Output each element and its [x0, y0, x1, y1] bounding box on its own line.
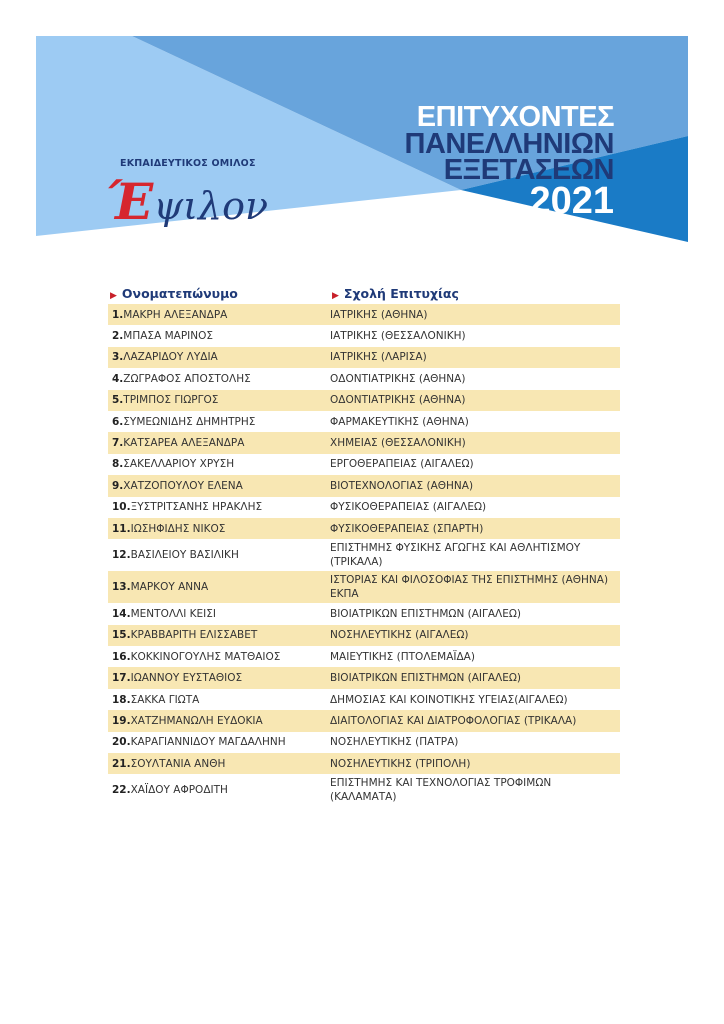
student-name: 16.ΚΟΚΚΙΝΟΓΟΥΛΗΣ ΜΑΤΘΑΙΟΣ [112, 650, 281, 663]
school-name: ΦΑΡΜΑΚΕΥΤΙΚΗΣ (ΑΘΗΝΑ) [330, 415, 469, 428]
table-row [108, 689, 620, 710]
table-row [108, 603, 620, 624]
school-name: ΦΥΣΙΚΟΘΕΡΑΠΕΙΑΣ (ΑΙΓΑΛΕΩ) [330, 501, 487, 514]
table-row [108, 518, 620, 539]
student-name: 7.ΚΑΤΣΑΡΕΑ ΑΛΕΞΑΝΔΡΑ [112, 437, 245, 450]
table-row [108, 347, 620, 368]
school-name: ΕΠΙΣΤΗΜΗΣ ΦΥΣΙΚΗΣ ΑΓΩΓΗΣ ΚΑΙ ΑΘΛΗΤΙΣΜΟΥ (ΤΡΙΚΑΛΑ) [330, 542, 581, 569]
triangle-marker-icon: ▶ [110, 290, 117, 301]
school-name: ΧΗΜΕΙΑΣ (ΘΕΣΣΑΛΟΝΙΚΗ) [330, 437, 466, 450]
student-name: 19.ΧΑΤΖΗΜΑΝΩΛΗ ΕΥΔΟΚΙΑ [112, 714, 263, 727]
school-name: ΕΡΓΟΘΕΡΑΠΕΙΑΣ (ΑΙΓΑΛΕΩ) [330, 458, 474, 471]
table-row [108, 753, 620, 774]
table-row [108, 646, 620, 667]
school-name: ΔΗΜΟΣΙΑΣ ΚΑΙ ΚΟΙΝΟΤΙΚΗΣ ΥΓΕΙΑΣ(ΑΙΓΑΛΕΩ) [330, 693, 568, 706]
school-name: ΝΟΣΗΛΕΥΤΙΚΗΣ (ΑΙΓΑΛΕΩ) [330, 629, 469, 642]
table-row [108, 368, 620, 389]
school-name: ΕΠΙΣΤΗΜΗΣ ΚΑΙ ΤΕΧΝΟΛΟΓΙΑΣ ΤΡΟΦΙΜΩΝ (ΚΑΛΑΜΑΤΑ) [330, 777, 552, 804]
table-row [108, 390, 620, 411]
triangle-marker-icon: ▶ [332, 290, 339, 301]
student-name: 20.ΚΑΡΑΓΙΑΝΝΙΔΟΥ ΜΑΓΔΑΛΗΝΗ [112, 736, 286, 749]
table-row [108, 432, 620, 453]
school-name: ΝΟΣΗΛΕΥΤΙΚΗΣ (ΤΡΙΠΟΛΗ) [330, 757, 471, 770]
table-row [108, 667, 620, 688]
student-name: 6.ΣΥΜΕΩΝΙΔΗΣ ΔΗΜΗΤΡΗΣ [112, 415, 256, 428]
student-name: 13.ΜΑΡΚΟΥ ΑΝΝΑ [112, 581, 209, 594]
epsilon-logo: Έψιλον [106, 172, 269, 231]
student-name: 2.ΜΠΑΣΑ ΜΑΡΙΝΟΣ [112, 330, 214, 343]
table-row [108, 475, 620, 496]
student-name: 17.ΙΩΑΝΝΟΥ ΕΥΣΤΑΘΙΟΣ [112, 672, 243, 685]
table-row [108, 710, 620, 731]
banner-title: ΕΠΙΤΥΧΟΝΤΕΣ ΠΑΝΕΛΛΗΝΙΩΝ ΕΞΕΤΑΣΕΩΝ 2021 [404, 101, 614, 223]
school-name: ΙΑΤΡΙΚΗΣ (ΑΘΗΝΑ) [330, 308, 428, 321]
student-name: 4.ΖΩΓΡΑΦΟΣ ΑΠΟΣΤΟΛΗΣ [112, 372, 251, 385]
table-row [108, 497, 620, 518]
header-school: Σχολή Επιτυχίας [343, 285, 459, 301]
student-name: 11.ΙΩΣΗΦΙΔΗΣ ΝΙΚΟΣ [112, 522, 226, 535]
organization-label: ΕΚΠΑΙΔΕΥΤΙΚΟΣ ΟΜΙΛΟΣ [120, 158, 256, 169]
header-name: Ονοματεπώνυμο [121, 285, 238, 301]
table-row [108, 304, 620, 325]
school-name: ΒΙΟΤΕΧΝΟΛΟΓΙΑΣ (ΑΘΗΝΑ) [330, 479, 474, 492]
table-row [108, 625, 620, 646]
student-name: 9.ΧΑΤΖΟΠΟΥΛΟΥ ΕΛΕΝΑ [112, 479, 243, 492]
school-name: ΒΙΟΙΑΤΡΙΚΩΝ ΕΠΙΣΤΗΜΩΝ (ΑΙΓΑΛΕΩ) [330, 607, 521, 620]
student-name: 1.ΜΑΚΡΗ ΑΛΕΞΑΝΔΡΑ [112, 308, 228, 321]
school-name: ΟΔΟΝΤΙΑΤΡΙΚΗΣ (ΑΘΗΝΑ) [330, 394, 466, 407]
student-name: 22.ΧΑΪΔΟΥ ΑΦΡΟΔΙΤΗ [112, 784, 228, 797]
header-banner [36, 36, 688, 244]
school-name: ΟΔΟΝΤΙΑΤΡΙΚΗΣ (ΑΘΗΝΑ) [330, 372, 466, 385]
table-row [108, 539, 620, 571]
table-row [108, 454, 620, 475]
school-name: ΙΑΤΡΙΚΗΣ (ΛΑΡΙΣΑ) [330, 351, 427, 364]
student-name: 10.ΞΥΣΤΡΙΤΣΑΝΗΣ ΗΡΑΚΛΗΣ [112, 501, 263, 514]
table-row [108, 732, 620, 753]
school-name: ΙΣΤΟΡΙΑΣ ΚΑΙ ΦΙΛΟΣΟΦΙΑΣ ΤΗΣ ΕΠΙΣΤΗΜΗΣ (ΑΘΗΝΑ) ΕΚΠΑ [330, 574, 609, 601]
student-name: 15.ΚΡΑΒΒΑΡΙΤΗ ΕΛΙΣΣΑΒΕΤ [112, 629, 258, 642]
table-header [108, 282, 620, 304]
table-row [108, 774, 620, 806]
school-name: ΜΑΙΕΥΤΙΚΗΣ (ΠΤΟΛΕΜΑΪΔΑ) [330, 650, 475, 663]
student-name: 12.ΒΑΣΙΛΕΙΟΥ ΒΑΣΙΛΙΚΗ [112, 549, 239, 562]
table-row [108, 411, 620, 432]
school-name: ΝΟΣΗΛΕΥΤΙΚΗΣ (ΠΑΤΡΑ) [330, 736, 459, 749]
school-name: ΔΙΑΙΤΟΛΟΓΙΑΣ ΚΑΙ ΔΙΑΤΡΟΦΟΛΟΓΙΑΣ (ΤΡΙΚΑΛΑ) [330, 714, 577, 727]
school-name: ΒΙΟΙΑΤΡΙΚΩΝ ΕΠΙΣΤΗΜΩΝ (ΑΙΓΑΛΕΩ) [330, 672, 521, 685]
student-name: 21.ΣΟΥΛΤΑΝΙΑ ΑΝΘΗ [112, 757, 226, 770]
table-row [108, 325, 620, 346]
student-name: 5.ΤΡΙΜΠΟΣ ΓΙΩΡΓΟΣ [112, 394, 219, 407]
year: 2021 [529, 180, 614, 223]
table-row [108, 571, 620, 603]
student-name: 3.ΛΑΖΑΡΙΔΟΥ ΛΥΔΙΑ [112, 351, 218, 364]
school-name: ΦΥΣΙΚΟΘΕΡΑΠΕΙΑΣ (ΣΠΑΡΤΗ) [330, 522, 484, 535]
results-table [108, 282, 620, 806]
school-name: ΙΑΤΡΙΚΗΣ (ΘΕΣΣΑΛΟΝΙΚΗ) [330, 330, 466, 343]
student-name: 14.ΜΕΝΤΟΛΛΙ ΚΕΙΣΙ [112, 607, 216, 620]
student-name: 18.ΣΑΚΚΑ ΓΙΩΤΑ [112, 693, 200, 706]
student-name: 8.ΣΑΚΕΛΛΑΡΙΟΥ ΧΡΥΣΗ [112, 458, 235, 471]
